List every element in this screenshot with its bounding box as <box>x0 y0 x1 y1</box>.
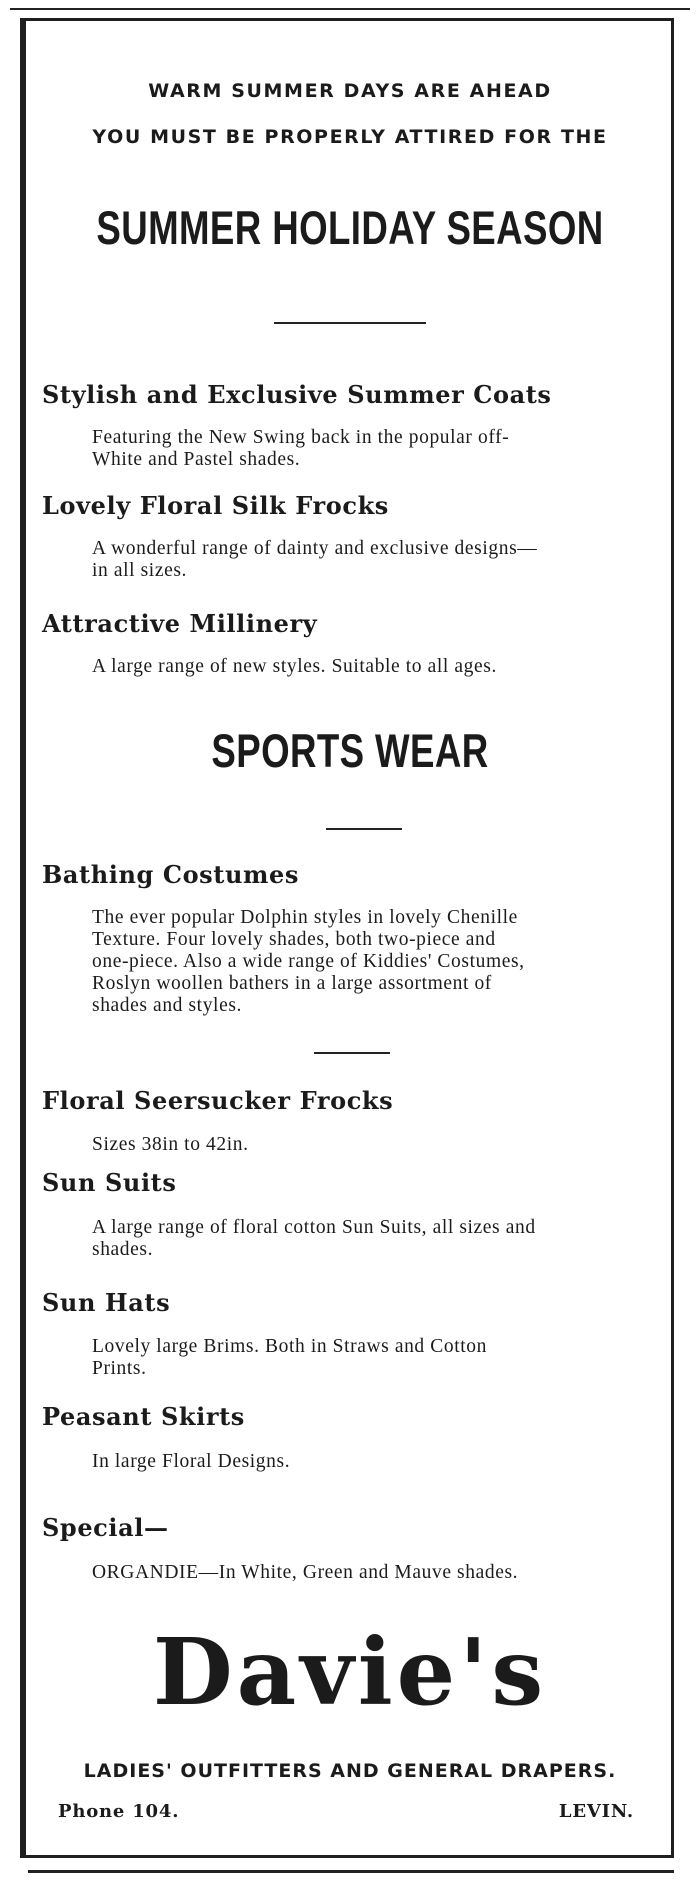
headline: SUMMER HOLIDAY SEASON <box>96 201 604 254</box>
section-title: Sun Hats <box>42 1288 171 1317</box>
divider-rule <box>314 1052 390 1054</box>
outer-top-rule <box>10 8 690 10</box>
sports-heading: SPORTS WEAR <box>211 724 489 777</box>
footer-town: LEVIN. <box>558 1801 634 1822</box>
section-line: ORGANDIE—In White, Green and Mauve shades. <box>92 1562 519 1583</box>
section-line: Sizes 38in to 42in. <box>92 1134 249 1155</box>
section-line: In large Floral Designs. <box>92 1451 291 1472</box>
section-line: Prints. <box>92 1358 147 1379</box>
section-line: shades and styles. <box>92 995 242 1016</box>
section-line: in all sizes. <box>92 560 187 581</box>
section-line: A large range of new styles. Suitable to all ages. <box>92 656 497 677</box>
divider-rule <box>326 828 402 830</box>
intro-line-2: YOU MUST BE PROPERLY ATTIRED FOR THE <box>92 126 608 148</box>
section-line: Roslyn woollen bathers in a large assortment of <box>92 973 492 994</box>
section-title: Stylish and Exclusive Summer Coats <box>42 380 552 409</box>
section-line: shades. <box>92 1239 154 1260</box>
intro-line-1: WARM SUMMER DAYS ARE AHEAD <box>148 80 552 102</box>
section-line: A large range of floral cotton Sun Suits, all sizes and <box>92 1217 536 1238</box>
section-line: Featuring the New Swing back in the popular off- <box>92 427 510 448</box>
section-title: Sun Suits <box>42 1168 177 1197</box>
outer-bottom-rule <box>28 1870 674 1873</box>
footer-tagline: LADIES' OUTFITTERS AND GENERAL DRAPERS. <box>83 1760 617 1782</box>
section-line: White and Pastel shades. <box>92 449 301 470</box>
section-title: Special— <box>42 1513 169 1542</box>
section-title: Bathing Costumes <box>42 860 300 889</box>
divider-rule <box>274 322 426 324</box>
section-title: Attractive Millinery <box>42 609 318 638</box>
section-line: The ever popular Dolphin styles in lovely Chenille <box>92 907 518 928</box>
section-title: Lovely Floral Silk Frocks <box>42 491 389 520</box>
brand-logo: Davie's <box>152 1618 548 1726</box>
section-line: Lovely large Brims. Both in Straws and Cotton <box>92 1336 487 1357</box>
section-line: A wonderful range of dainty and exclusive designs— <box>92 538 538 559</box>
section-title: Peasant Skirts <box>42 1402 245 1431</box>
section-line: one-piece. Also a wide range of Kiddies' Costumes, <box>92 951 525 972</box>
section-line: Texture. Four lovely shades, both two-piece and <box>92 929 496 950</box>
footer-phone: Phone 104. <box>58 1801 180 1822</box>
section-title: Floral Seersucker Frocks <box>42 1086 394 1115</box>
